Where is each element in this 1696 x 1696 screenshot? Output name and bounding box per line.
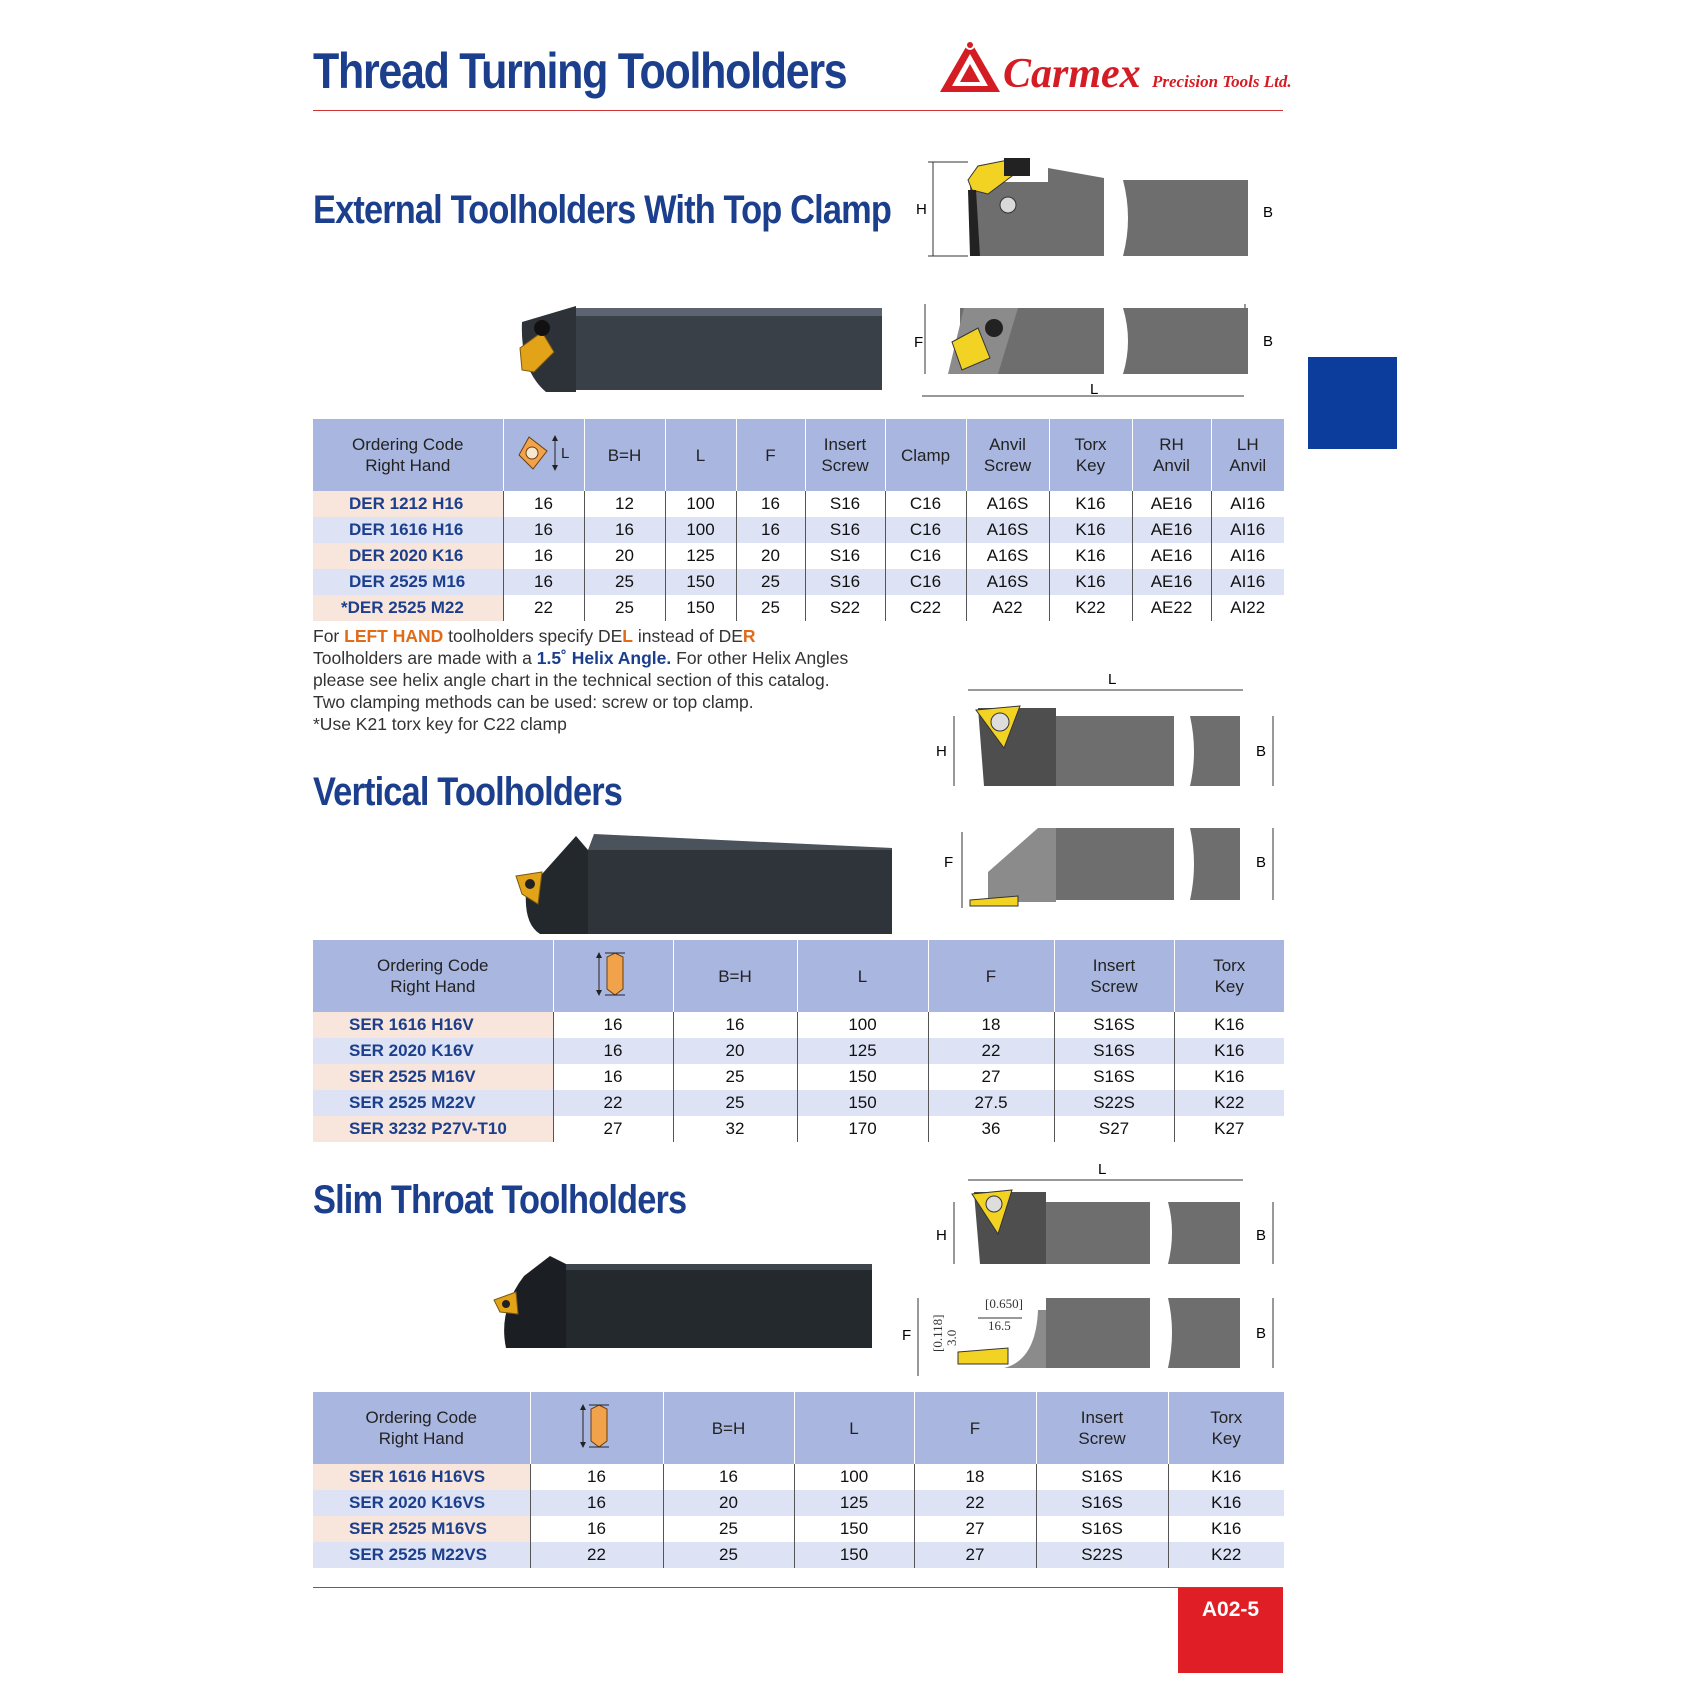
col-l: L [797, 940, 928, 1012]
note-torx: *Use K21 torx key for C22 clamp [313, 714, 567, 734]
table-row: SER 2525 M22V 22 25 150 27.5 S22S K22 [313, 1090, 1284, 1116]
dim-f-label: F [914, 334, 924, 351]
external-side-drawing [908, 150, 1293, 262]
page-title: Thread Turning Toolholders [313, 43, 847, 99]
chapter-tab [1308, 357, 1397, 449]
dim-h-label: H [916, 201, 927, 218]
col-f: F [928, 940, 1054, 1012]
insert-size-l-label: L [560, 444, 569, 462]
note-helix: Toolholders are made with a 1.5˚ Helix Angle. For other Helix Angles [313, 648, 849, 668]
col-f: F [914, 1392, 1036, 1464]
section-title-vertical: Vertical Toolholders [313, 770, 623, 814]
external-top-drawing [908, 296, 1293, 408]
vertical-top-drawing [918, 822, 1293, 917]
section-title-slim: Slim Throat Toolholders [313, 1178, 687, 1222]
table-row: SER 2525 M16V 16 25 150 27 S16S K16 [313, 1064, 1284, 1090]
note-clamping: Two clamping methods can be used: screw or top clamp. [313, 692, 754, 712]
vertical-insert-icon [577, 1401, 617, 1451]
vertical-side-drawing [918, 668, 1293, 793]
section-title-external: External Toolholders With Top Clamp [313, 188, 891, 232]
table-row: SER 3232 P27V-T10 27 32 170 36 S27 K27 [313, 1116, 1284, 1142]
brand-name: Carmex [1003, 51, 1141, 97]
col-insert-screw: Insert Screw [1054, 940, 1174, 1012]
col-lh-anvil: LH Anvil [1211, 419, 1284, 491]
dim-b-label-v: B [1256, 743, 1267, 760]
page-number: A02-5 [1201, 1598, 1260, 1621]
note-left-hand: For LEFT HAND toolholders specify DEL instead of DER [313, 626, 756, 646]
insert-size-icon [513, 431, 575, 475]
dim-f-label-v: F [944, 854, 954, 871]
table-row: DER 1616 H16 16 16 100 16 S16 C16 A16S K16 AE16 AI16 [313, 517, 1284, 543]
col-rh-anvil: RH Anvil [1132, 419, 1211, 491]
table-row: SER 2525 M22VS 22 25 150 27 S22S K22 [313, 1542, 1284, 1568]
col-insert-screw: Insert Screw [1036, 1392, 1168, 1464]
slim-top-drawing [898, 1290, 1293, 1385]
dim-b-label-2: B [1263, 333, 1274, 350]
col-l: L [665, 419, 736, 491]
table-row: SER 2020 K16VS 16 20 125 22 S16S K16 [313, 1490, 1284, 1516]
col-torx-key: Torx Key [1174, 940, 1284, 1012]
external-spec-table [313, 419, 1284, 621]
dim-slim-mm: 16.5 [988, 1318, 1011, 1333]
page-number-tab [1178, 1588, 1283, 1673]
table-row: DER 1212 H16 16 12 100 16 S16 C16 A16S K16 AE16 AI16 [313, 491, 1284, 517]
col-b-h: B=H [584, 419, 665, 491]
dim-l-label-s: L [1098, 1161, 1107, 1178]
dim-b-label-v2: B [1256, 854, 1267, 871]
dim-b-label-s2: B [1256, 1325, 1267, 1342]
title-divider [313, 110, 1283, 111]
col-ordering-code: Ordering Code Right Hand [313, 940, 553, 1012]
table-row: SER 1616 H16VS 16 16 100 18 S16S K16 [313, 1464, 1284, 1490]
col-l: L [794, 1392, 914, 1464]
table-row: *DER 2525 M22 22 25 150 25 S22 C22 A22 K22 AE22 AI22 [313, 595, 1284, 621]
vertical-spec-table [313, 940, 1284, 1142]
dim-slim-mm-2: 3.0 [944, 1329, 959, 1346]
brand-tagline: Precision Tools Ltd. [1152, 72, 1292, 91]
footer-divider [313, 1587, 1283, 1588]
note-helix-chart: please see helix angle chart in the technical section of this catalog. [313, 670, 830, 690]
dim-h-label-s: H [936, 1227, 947, 1244]
col-insert-screw: Insert Screw [805, 419, 885, 491]
col-clamp: Clamp [885, 419, 966, 491]
dim-b-label-s: B [1256, 1227, 1267, 1244]
col-b-h: B=H [673, 940, 797, 1012]
external-toolholder-photo [512, 300, 892, 400]
col-insert-size [530, 1392, 663, 1464]
vertical-toolholder-photo [512, 832, 902, 938]
dim-slim-inch: [0.650] [985, 1296, 1023, 1311]
notes-block [313, 625, 848, 735]
slim-toolholder-photo [490, 1250, 890, 1360]
dim-b-label: B [1263, 204, 1274, 221]
col-insert-size [553, 940, 673, 1012]
vertical-insert-icon [593, 949, 633, 999]
table-row: DER 2525 M16 16 25 150 25 S16 C16 A16S K16 AE16 AI16 [313, 569, 1284, 595]
dim-slim-inch-2: [0.118] [930, 1314, 945, 1352]
table-row: SER 2525 M16VS 16 25 150 27 S16S K16 [313, 1516, 1284, 1542]
dim-f-label-s: F [902, 1327, 912, 1344]
col-ordering-code: Ordering Code Right Hand [313, 419, 503, 491]
col-anvil-screw: Anvil Screw [966, 419, 1049, 491]
col-f: F [736, 419, 805, 491]
slim-spec-table [313, 1392, 1284, 1568]
table-row: SER 1616 H16V 16 16 100 18 S16S K16 [313, 1012, 1284, 1038]
col-insert-size [503, 419, 584, 491]
col-torx-key: Torx Key [1049, 419, 1132, 491]
dim-h-label-v: H [936, 743, 947, 760]
carmex-logo-icon [938, 36, 1002, 96]
col-ordering-code: Ordering Code Right Hand [313, 1392, 530, 1464]
dim-l-label-v: L [1108, 671, 1117, 688]
table-row: DER 2020 K16 16 20 125 20 S16 C16 A16S K16 AE16 AI16 [313, 543, 1284, 569]
slim-side-drawing [918, 1160, 1293, 1270]
col-torx-key: Torx Key [1168, 1392, 1284, 1464]
table-row: SER 2020 K16V 16 20 125 22 S16S K16 [313, 1038, 1284, 1064]
col-b-h: B=H [663, 1392, 794, 1464]
dim-l-label: L [1090, 381, 1099, 398]
